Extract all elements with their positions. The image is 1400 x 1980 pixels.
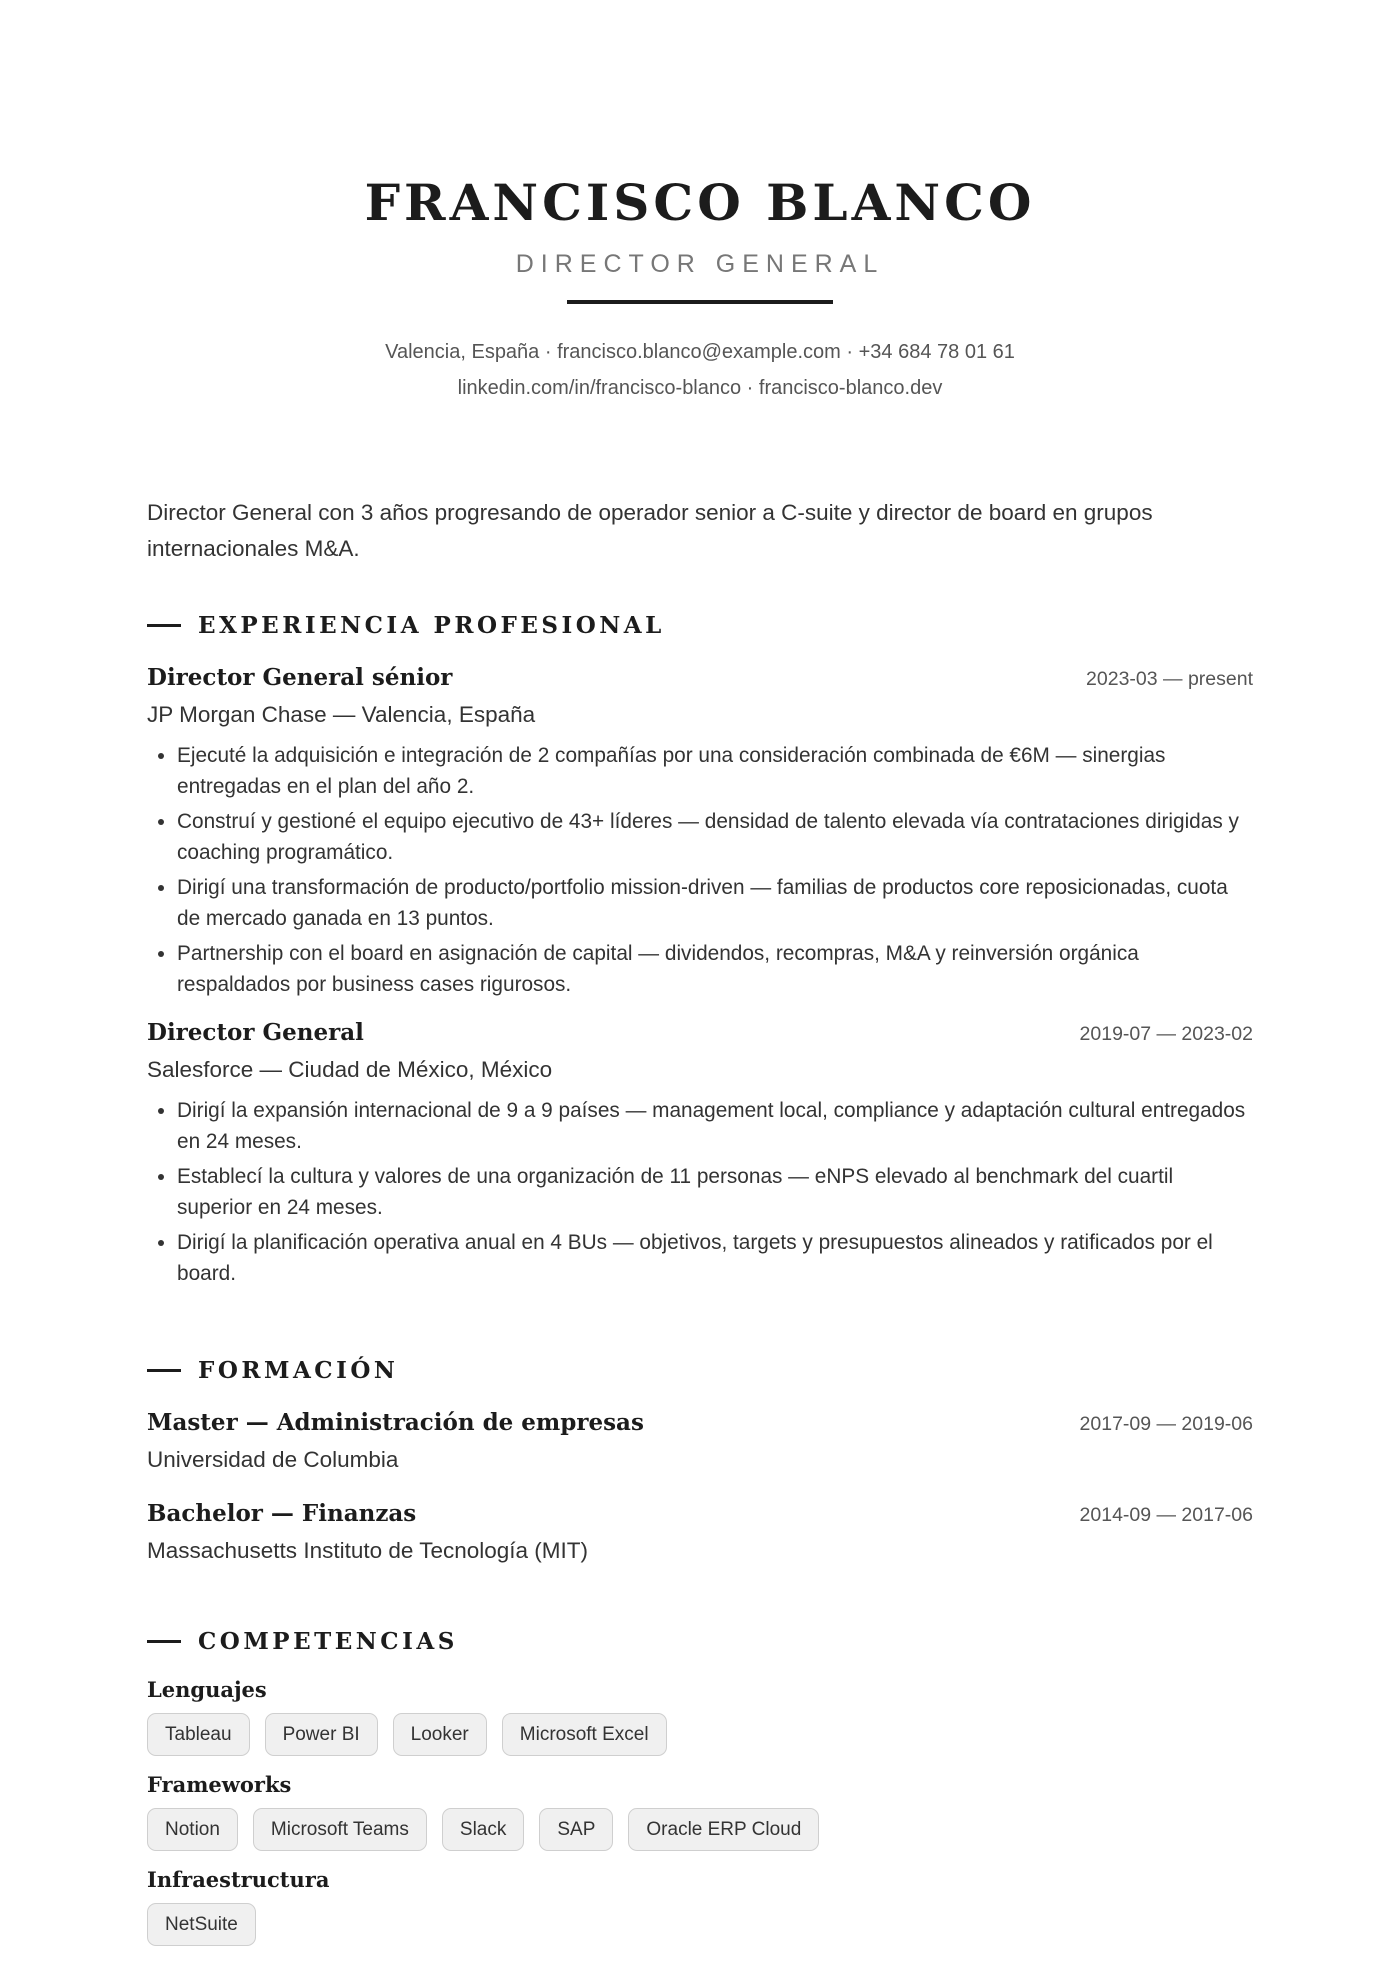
education-entry [147,1497,1253,1568]
skill-group-label: Frameworks [147,1772,292,1797]
education-entry [147,1406,1253,1477]
skill-chip: Microsoft Teams [253,1808,427,1851]
skill-group-label: Infraestructura [147,1867,330,1892]
job-role: Director General [147,1019,364,1046]
section-title: COMPETENCIAS [198,1627,458,1655]
candidate-title: DIRECTOR GENERAL [515,250,885,278]
skill-chip: Power BI [265,1713,378,1756]
skill-chips [147,1713,1253,1756]
skill-chip: Tableau [147,1713,250,1756]
skill-group-label: Lenguajes [147,1677,267,1702]
skill-group [147,1675,1253,1756]
education-dates: 2017-09 — 2019-06 [1079,1413,1253,1435]
job-role: Director General sénior [147,664,453,691]
skill-group [147,1865,1253,1946]
section-title: FORMACIÓN [198,1356,399,1384]
contact-line-2: linkedin.com/in/francisco-blanco · francisco-blanco.dev [457,377,943,399]
job-bullets [147,740,1253,1000]
bullet-item: • Partnership con el board en asignación de capital — dividendos, recompras, M&A y reinversión orgánica respaldados por business cases rigurosos. [177,938,1253,1000]
section-dash [147,624,181,627]
section-dash [147,1640,181,1643]
job-bullets [147,1095,1253,1289]
skill-chip: Oracle ERP Cloud [628,1808,819,1851]
candidate-name: FRANCISCO BLANCO [364,173,1036,232]
skills-section [147,1621,1253,1946]
skill-chip: Looker [393,1713,487,1756]
school: Massachusetts Instituto de Tecnología (MIT) [147,1538,589,1563]
skill-group [147,1770,1253,1851]
job-entry [147,1016,1253,1289]
header-divider [567,300,833,304]
section-header [147,1621,1253,1661]
skill-chip: SAP [539,1808,613,1851]
degree: Master — Administración de empresas [147,1409,644,1436]
skill-chip: Notion [147,1808,238,1851]
skill-chip: Slack [442,1808,524,1851]
resume-header [0,170,1400,406]
contact-info [0,334,1400,406]
section-title: EXPERIENCIA PROFESIONAL [198,611,665,639]
section-header [147,1350,1253,1390]
job-organization: Salesforce — Ciudad de México, México [147,1057,553,1082]
bullet-item: • Dirigí una transformación de producto/portfolio mission-driven — familias de productos core reposicionadas, cuota de mercado ganada en 13 puntos. [177,872,1253,934]
profile-summary: Director General con 3 años progresando de operador senior a C-suite y director de board en grupos internacionales M&A. [147,500,1153,561]
job-organization: JP Morgan Chase — Valencia, España [147,702,536,727]
job-entry [147,661,1253,1000]
school: Universidad de Columbia [147,1447,399,1472]
skill-chip: Microsoft Excel [502,1713,667,1756]
bullet-item: • Dirigí la planificación operativa anual en 4 BUs — objetivos, targets y presupuestos alineados y ratificados por el board. [177,1227,1253,1289]
skill-chips [147,1808,1253,1851]
degree: Bachelor — Finanzas [147,1500,417,1527]
education-dates: 2014-09 — 2017-06 [1079,1504,1253,1526]
contact-line-1: Valencia, España · francisco.blanco@example.com · +34 684 78 01 61 [385,341,1015,363]
job-dates: 2019-07 — 2023-02 [1079,1023,1253,1045]
bullet-item: • Dirigí la expansión internacional de 9 a 9 países — management local, compliance y adaptación cultural entregados en 24 meses. [177,1095,1253,1157]
skill-chips [147,1903,1253,1946]
experience-section [147,605,1253,1293]
bullet-item: • Establecí la cultura y valores de una organización de 11 personas — eNPS elevado al benchmark del cuartil superior en 24 meses. [177,1161,1253,1223]
education-section [147,1350,1253,1568]
section-dash [147,1369,181,1372]
skill-chip: NetSuite [147,1903,256,1946]
job-dates: 2023-03 — present [1086,668,1253,690]
bullet-item: • Ejecuté la adquisición e integración de 2 compañías por una consideración combinada de €6M — sinergias entregadas en el plan del año 2. [177,740,1253,802]
bullet-item: • Construí y gestioné el equipo ejecutivo de 43+ líderes — densidad de talento elevada vía contrataciones dirigidas y coaching programático. [177,806,1253,868]
section-header [147,605,1253,645]
